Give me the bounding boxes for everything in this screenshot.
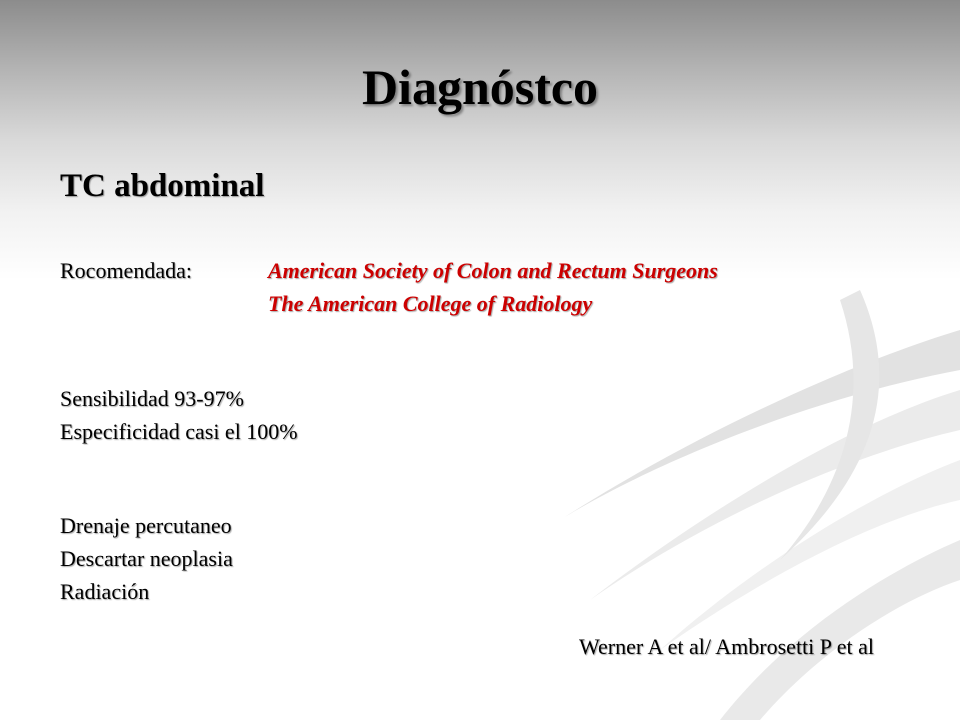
use-line: Drenaje percutaneo [60,513,232,538]
use-line: Radiación [60,579,150,604]
slide-subtitle: TC abdominal [60,168,265,204]
slide-title: Diagnóstco [361,59,599,115]
stat-line: Especificidad casi el 100% [60,419,298,444]
stat-line: Sensibilidad 93-97% [60,386,244,411]
citation: Werner A et al/ Ambrosetti P et al [579,634,874,659]
recommended-source: American Society of Colon and Rectum Surgeons [268,258,718,283]
recommended-label: Rocomendada: [60,258,192,283]
recommended-source: The American College of Radiology [268,291,593,316]
use-line: Descartar neoplasia [60,546,233,571]
